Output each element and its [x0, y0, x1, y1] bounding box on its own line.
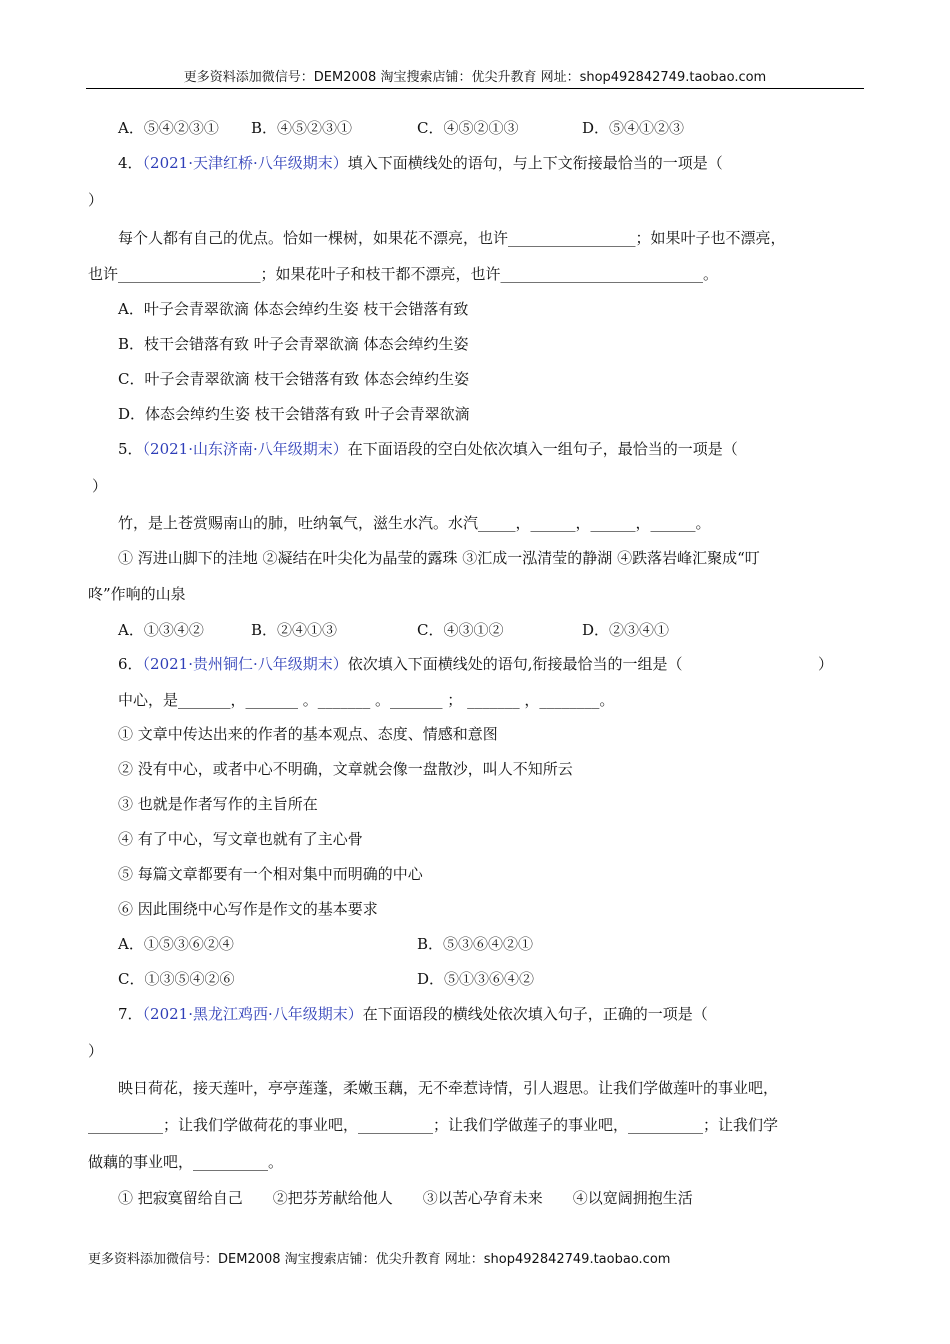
q4-number: 4．	[118, 154, 143, 172]
q5-option-b: B．②④①③	[251, 621, 338, 639]
q6-stem-end: ）	[818, 655, 834, 673]
q4-option-a: A．叶子会青翠欲滴 体态会绰约生姿 枝干会错落有致	[118, 300, 469, 318]
q7-question: 在下面语段的横线处依次填入句子，正确的一项是（	[362, 1005, 708, 1023]
q6-option-c: C．①③⑤④②⑥	[118, 970, 235, 988]
q6-number: 6．	[118, 655, 143, 673]
q7-passage-2: __________；让我们学做荷花的事业吧，__________；让我们学做莲子的事业吧，__________；让我们学	[88, 1116, 779, 1134]
q5-stem	[118, 439, 738, 459]
q6-item-4: ④ 有了中心，写文章也就有了主心骨	[118, 830, 363, 848]
q5-passage: 竹，是上苍赏赐南山的肺，吐纳氧气，滋生水汽。水汽_____，______，______，______。	[118, 514, 711, 532]
q6-question: 依次填入下面横线处的语句,衔接最恰当的一组是（	[347, 655, 683, 673]
q5-option-a: A．①③④②	[118, 621, 204, 639]
q7-passage-3: 做藕的事业吧，__________。	[88, 1153, 284, 1171]
q4-stem-end: ）	[88, 191, 104, 209]
page-footer: 更多资料添加微信号：DEM2008 淘宝搜索店铺：优尖升教育 网址：shop492842749.taobao.com	[88, 1252, 671, 1267]
q7-stem-end: ）	[88, 1042, 104, 1060]
q7-stem	[118, 1004, 708, 1024]
q5-question: 在下面语段的空白处依次填入一组句子，最恰当的一项是（	[347, 440, 738, 458]
q3-option-d: D．⑤④①②③	[582, 119, 685, 137]
q6-option-b: B．⑤③⑥④②①	[417, 935, 534, 953]
q4-passage-2: 也许___________________；如果花叶子和枝干都不漂亮，也许___________________________。	[88, 265, 719, 283]
q6-item-6: ⑥ 因此围绕中心写作是作文的基本要求	[118, 900, 378, 918]
q6-option-d: D．⑤①③⑥④②	[417, 970, 535, 988]
q4-option-c: C．叶子会青翠欲滴 枝干会错落有致 体态会绰约生姿	[118, 370, 470, 388]
q6-item-3: ③ 也就是作者写作的主旨所在	[118, 795, 318, 813]
q7-passage-1: 映日荷花，接天莲叶，亭亭莲蓬，柔嫩玉藕，无不牵惹诗情，引人遐思。让我们学做莲叶的事业吧，	[118, 1079, 779, 1097]
q5-items-1: ① 泻进山脚下的洼地 ②凝结在叶尖化为晶莹的露珠 ③汇成一泓清莹的静湖 ④跌落岩峰汇聚成“叮	[118, 549, 760, 567]
q6-passage: 中心，是_______，_______ 。_______ 。_______ ； _______ ，________。	[118, 691, 615, 709]
q6-item-1: ① 文章中传达出来的作者的基本观点、态度、情感和意图	[118, 725, 498, 743]
q4-option-d: D．体态会绰约生姿 枝干会错落有致 叶子会青翠欲滴	[118, 405, 470, 423]
q4-source: （2021·天津红桥·八年级期末）	[142, 154, 348, 172]
q5-number: 5．	[118, 440, 143, 458]
q6-option-a: A．①⑤③⑥②④	[118, 935, 234, 953]
page-header: 更多资料添加微信号：DEM2008 淘宝搜索店铺：优尖升教育 网址：shop492842749.taobao.com	[86, 66, 864, 89]
q7-items: ① 把寂寞留给自己 ②把芬芳献给他人 ③以苦心孕育未来 ④以宽阔拥抱生活	[118, 1189, 693, 1207]
q3-option-a: A．⑤④②③①	[118, 119, 219, 137]
q3-option-c: C．④⑤②①③	[417, 119, 519, 137]
q4-question: 填入下面横线处的语句，与上下文衔接最恰当的一项是（	[347, 154, 723, 172]
q6-item-5: ⑤ 每篇文章都要有一个相对集中而明确的中心	[118, 865, 423, 883]
q4-option-b: B．枝干会错落有致 叶子会青翠欲滴 体态会绰约生姿	[118, 335, 469, 353]
q6-item-2: ② 没有中心，或者中心不明确，文章就会像一盘散沙，叫人不知所云	[118, 760, 573, 778]
q5-stem-end: ）	[92, 477, 108, 495]
q5-source: （2021·山东济南·八年级期末）	[142, 440, 348, 458]
q4-passage-1: 每个人都有自己的优点。恰如一棵树，如果花不漂亮，也许_________________；如果叶子也不漂亮，	[118, 229, 786, 247]
q5-option-c: C．④③①②	[417, 621, 504, 639]
q4-stem	[118, 153, 723, 173]
q6-stem	[118, 654, 683, 674]
q5-option-d: D．②③④①	[582, 621, 670, 639]
q3-option-b: B．④⑤②③①	[251, 119, 353, 137]
q5-items-2: 咚”作响的山泉	[88, 585, 186, 603]
q7-source: （2021·黑龙江鸡西·八年级期末）	[142, 1005, 363, 1023]
q6-source: （2021·贵州铜仁·八年级期末）	[142, 655, 348, 673]
q7-number: 7．	[118, 1005, 143, 1023]
